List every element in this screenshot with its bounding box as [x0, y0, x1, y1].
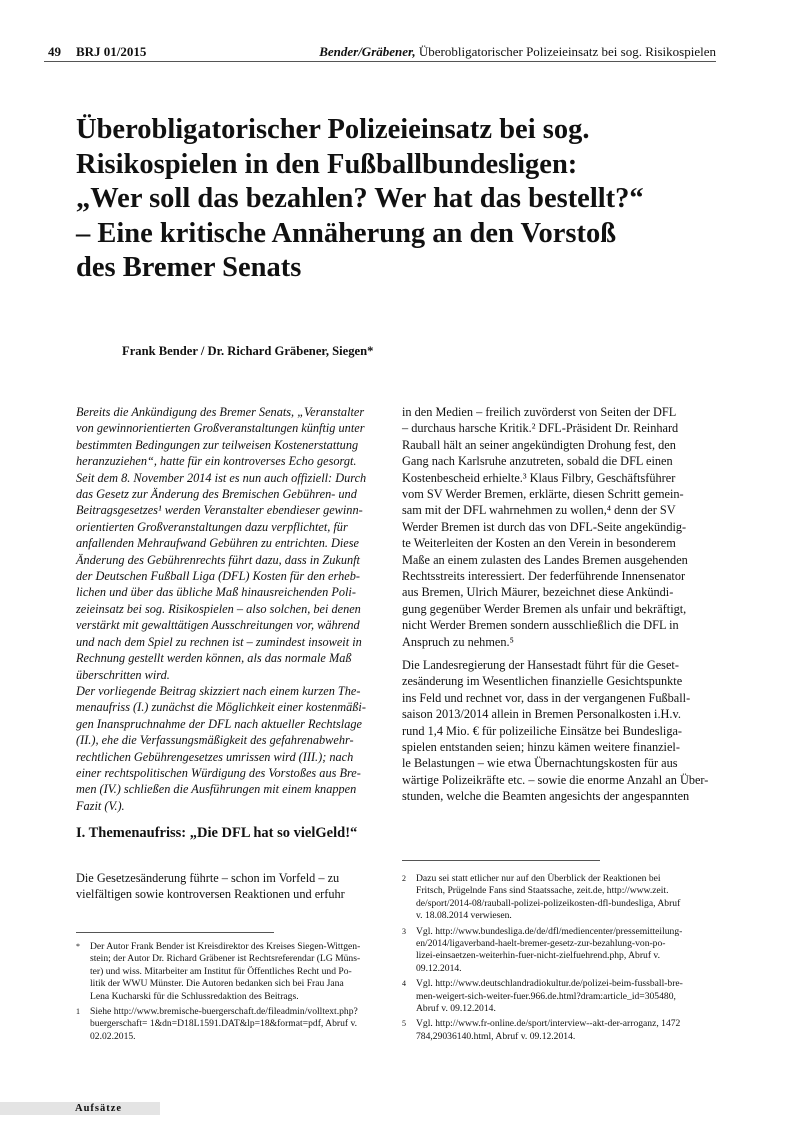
text-line: Geld!“: [315, 825, 358, 841]
text-line: zeieinsatz bei sog. Risikospielen – also solchen, bei denen: [76, 601, 361, 616]
text-line: Bereits die Ankündigung des Bremer Senats, „Veranstalter: [76, 405, 365, 419]
text-line: saison 2013/2014 allein in Bremen Personalkosten i.H.v.: [402, 707, 681, 722]
footnote: [76, 1006, 390, 1043]
footnote-line: litik der WWU Münster. Die Autoren bedanken sich bei Frau Jana: [90, 978, 344, 990]
title-line: Risikospielen in den Fußballbundesligen:: [76, 148, 578, 180]
footnote-marker: 2: [402, 874, 406, 883]
body-paragraph-right-2: [402, 657, 722, 805]
footnote: [76, 941, 390, 1003]
text-line: gung gegenüber Werder Bremen als unfair und bekräftigt,: [402, 601, 687, 616]
text-line: von gewinnorientierten Großveranstaltungen künftig unter: [76, 421, 365, 436]
footer-band: [0, 1102, 160, 1115]
running-title-text: Überobligatorischer Polizeieinsatz bei sog. Risikospielen: [415, 44, 716, 59]
text-line: lichen und über das übliche Maß hinausreichenden Poli-: [76, 585, 356, 600]
text-line: Rechtsstreits interessiert. Der federführende Innensenator: [402, 569, 686, 584]
section-body: [76, 870, 386, 903]
footnote-line: 784,29036140.html, Abruf v. 09.12.2014.: [416, 1030, 576, 1042]
title-line: des Bremer Senats: [76, 252, 302, 283]
author-line: Frank Bender / Dr. Richard Gräbener, Siegen*: [122, 344, 374, 358]
footnote-marker: 5: [402, 1019, 406, 1029]
text-line: der Deutschen Fußball Liga (DFL) Kosten für den erheb-: [76, 569, 360, 584]
text-line: zesänderung im Wesentlichen finanzielle Gesichtspunkte: [402, 674, 683, 689]
text-line: Werder Bremen ist durch das von DFL-Seite angekündig-: [402, 519, 687, 534]
text-line: überschritten wird.: [76, 667, 170, 682]
text-line: rechtlichen Gebührengesetzes umrissen wird (III.); nach: [76, 749, 354, 764]
footnote-line: Der Autor Frank Bender ist Kreisdirektor des Kreises Siegen-Wittgen-: [90, 941, 361, 952]
footnote-line: buergerschaft= 1&dn=D18L1591.DAT&lp=18&format=pdf, Abruf v.: [90, 1018, 358, 1030]
text-line: vielfältigen sowie kontroversen Reaktionen und erfuhr: [76, 887, 345, 902]
footnote-marker: 1: [76, 1007, 80, 1017]
footnote-rule-left: [76, 932, 274, 933]
footnote-line: de/sport/2014-08/rauball-polizei-polizeikosten-dfl-bundesliga, Abruf: [416, 897, 681, 909]
text-line: (II.), ehe die Verfassungsmäßigkeit des gefahrenabwehr-: [76, 733, 354, 748]
footnote-line: ter) und wiss. Mitarbeiter am Institut für Öffentliches Recht und Po-: [90, 965, 352, 977]
footnote-line: men-weigert-sich-weiter-fuer.966.de.html?dram:article_id=305480,: [416, 990, 676, 1002]
text-line: rund 1,4 Mio. € für polizeiliche Einsätze bei Bundesliga-: [402, 723, 683, 738]
title-line: – Eine kritische Annäherung an den Vorstoß: [76, 217, 617, 249]
text-line: te Weiterleiten der Kosten an den Verein in besonderem: [402, 536, 676, 551]
footnote: [402, 925, 722, 976]
footnote-line: Siehe http://www.bremische-buergerschaft.de/fileadmin/volltext.php?: [90, 1006, 358, 1018]
footnote: [402, 873, 722, 923]
text-line: anfallenden Mehraufwand Gebühren zu entrichten. Diese: [76, 536, 360, 551]
footnote-line: Abruf v. 09.12.2014.: [416, 1003, 496, 1015]
text-line: Gang nach Karlsruhe anzutreten, sobald die DFL einen: [402, 454, 673, 469]
text-line: Seit dem 8. November 2014 ist es nun auch offiziell: Durch: [76, 470, 367, 485]
title-line: Überobligatorischer Polizeieinsatz bei sog.: [76, 114, 590, 145]
footnote: [402, 978, 722, 1015]
text-line: Anspruch zu nehmen.⁵: [402, 634, 514, 649]
text-line: Die Gesetzesänderung führte – schon im Vorfeld – zu: [76, 871, 340, 885]
body-paragraph-right-1: [402, 404, 722, 650]
article-title: [76, 113, 716, 286]
footnote-line: Dazu sei statt etlicher nur auf den Überblick der Reaktionen bei: [416, 873, 661, 884]
footnote-line: lizei-einsaetzen-weiterhin-fuer-nicht-zielfuehrend.php, Abruf v.: [416, 950, 660, 962]
footnote-line: Lena Kucharski für die Schlussredaktion des Beitrags.: [90, 990, 299, 1002]
text-line: spielen entstanden seien; hinzu kämen weitere finanziel-: [402, 740, 680, 755]
text-line: wärtige Polizeikräfte etc. – sowie die enorme Anzahl an Über-: [402, 772, 709, 787]
footnote: [402, 1018, 722, 1043]
text-line: Fazit (V.).: [76, 798, 125, 813]
text-line: Maße an einem zulasten des Landes Bremen ausgehenden: [402, 552, 688, 567]
footnotes-right: [402, 873, 722, 1046]
text-line: orientierten Großveranstaltungen dazu verpflichtet, für: [76, 519, 348, 534]
running-title-authors: Bender/Gräbener,: [319, 44, 416, 59]
footnote-line: 02.02.2015.: [90, 1030, 136, 1042]
footnote-marker: *: [76, 942, 80, 951]
text-line: stunden, welche die Beamten angesichts der angespannten: [402, 789, 690, 804]
footnote-rule-right: [402, 860, 600, 861]
footnote-line: Vgl. http://www.fr-online.de/sport/interview--akt-der-arroganz, 1472: [416, 1018, 681, 1030]
text-line: sam mit der DFL wahrnehmen zu wollen,⁴ denn der SV: [402, 503, 676, 518]
footnote-line: 09.12.2014.: [416, 962, 462, 974]
text-line: men (IV.) schließen die Ausführungen mit einem knappen: [76, 782, 357, 797]
text-line: le Belastungen – wie etwa Übernachtungskosten für aus: [402, 756, 678, 771]
text-line: in den Medien – freilich zuvörderst von Seiten der DFL: [402, 405, 677, 419]
footnote-line: v. 18.08.2014 verwiesen.: [416, 910, 512, 922]
text-line: Rauball hält an seiner angekündigten Drohung fest, den: [402, 437, 676, 452]
title-line: „Wer soll das bezahlen? Wer hat das bestellt?“: [76, 183, 644, 214]
text-line: Die Landesregierung der Hansestadt führt für die Geset-: [402, 658, 679, 672]
footnote-line: Fritsch, Prügelnde Fans sind Staatssache, zeit.de, http://www.zeit.: [416, 885, 669, 897]
text-line: Kostenbescheid erhielte.³ Klaus Filbry, Geschäftsführer: [402, 470, 676, 485]
text-line: bestimmten Bedingungen zur teilweisen Kostenerstattung: [76, 437, 359, 452]
text-line: I. Themenaufriss: „Die DFL hat so viel: [76, 825, 316, 841]
footnote-marker: 4: [402, 979, 406, 989]
footnote-line: Vgl. http://www.deutschlandradiokultur.de/polizei-beim-fussball-bre-: [416, 978, 683, 990]
running-header: [44, 41, 716, 62]
footnote-line: stein; der Autor Dr. Richard Gräbener ist Rechtsreferendar (LG Müns-: [90, 953, 361, 965]
footnotes-left: [76, 941, 390, 1046]
text-line: und nach dem Spiel zu rechnen ist – zumindest insoweit in: [76, 634, 362, 649]
footnote-line: Vgl. http://www.bundesliga.de/de/dfl/mediencenter/pressemitteilung-: [416, 925, 683, 937]
footnote-line: en/2014/ligaverband-haelt-bremer-gesetz-zur-bezahlung-von-po-: [416, 938, 666, 950]
text-line: Beitragsgesetzes¹ werden Veranstalter ebendieser gewinn-: [76, 503, 363, 518]
footnote-marker: 3: [402, 926, 406, 936]
text-line: – durchaus harsche Kritik.² DFL-Präsident Dr. Reinhard: [402, 421, 679, 436]
text-line: verstärkt mit gewalttätigen Ausschreitungen vor, während: [76, 618, 360, 633]
text-line: gen Inanspruchnahme der DFL nach aktueller Rechtslage: [76, 716, 362, 731]
section-heading: [76, 824, 386, 842]
text-line: heranzuziehen“, hatte für ein kontroverses Echo gesorgt.: [76, 454, 357, 469]
section-label: Aufsätze: [75, 1103, 123, 1114]
text-line: Rechnung gestellt werden können, als das normale Maß: [76, 651, 352, 666]
text-line: aus Bremen, Ulrich Mäurer, bezeichnet diese Ankündi-: [402, 585, 674, 600]
text-line: das Gesetz zur Änderung des Bremischen Gebühren- und: [76, 487, 357, 502]
text-line: vom SV Werder Bremen, erklärte, diesen Schritt gemein-: [402, 487, 684, 502]
page-number: 49: [48, 44, 61, 59]
journal-issue: BRJ 01/2015: [76, 44, 147, 59]
text-line: menaufriss (I.) zunächst die Möglichkeit einer kostenmäßi-: [76, 700, 366, 715]
text-line: Der vorliegende Beitrag skizziert nach einem kurzen The-: [76, 683, 361, 698]
text-line: Änderung des Gebührenrechts führt dazu, dass in Zukunft: [76, 552, 360, 567]
text-line: einer rechtspolitischen Würdigung des Vorstoßes aus Bre-: [76, 765, 361, 780]
running-title: [319, 44, 716, 60]
abstract: [76, 404, 386, 814]
text-line: nicht Werder Bremen sondern ausschließlich die DFL in: [402, 618, 679, 633]
text-line: ins Feld und rechnet vor, dass in der vergangenen Fußball-: [402, 690, 691, 705]
